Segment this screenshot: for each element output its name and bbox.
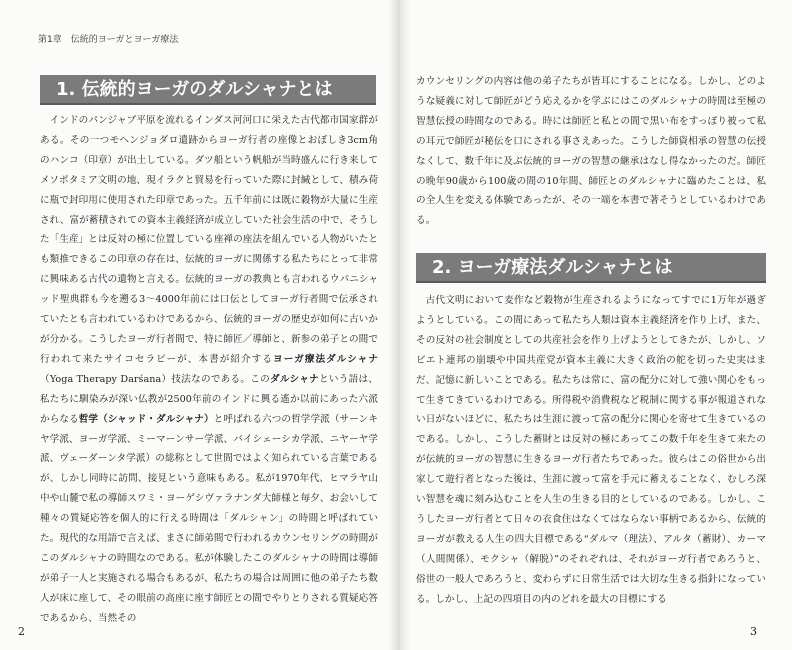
body-text-right [416,291,766,610]
page-number: 2 [18,625,25,638]
right-page [398,0,792,650]
text-run: インドのパンジャブ平原を流れるインダス河河口に栄えた古代都市国家群がある。その一つモヘンジョダロ遺跡からヨーガ行者の座像とおぼしき3cm角のハンコ（印章）が出土している。ダツ船という帆船が当時盛んに行き来してメソポタミア文明の地、現イラクと貿易を行っていた際に封緘として、積み荷に瓶で封印用に使用された印章であった。五千年前には既に穀物が大量に生産され、富が蓄積されての資本主義経済が成立していた社会生活の中で、そうした「生産」とは反対の極に位置している座禅の座法を組んでいる人物がいたとも類推できるこの印章の存在は、伝統的ヨーガに関係する私たちにとって非常に興味ある古代の遺物と言える。伝統的ヨーガの教典とも言われるウパニシャッド聖典群も今を遡る3～4000年前には口伝としてヨーガ行者間で伝承されていたとも言われているわけであるから、伝統的ヨーガの歴史が如何に古いかが分かる。こうしたヨーガ行者間で、特に師匠／導師と、新参の弟子との間で行われて来たサイコセラピーが、本書が紹介する [40,115,378,365]
paragraph: 古代文明において麦作など穀物が生産されるようになってすでに1万年が過ぎようとしている。この間にあって私たち人類は資本主義経済を作り上げ、また、その反対の社会制度としての共産社会を作り上げようとしてきたが、しかし、ソビエト連邦の崩壊や中国共産党が資本主義に大きく政治の舵を切った史実はまだ、記憶に新しいことである。私たちは常に、富の配分に対して強い関心をもって生きてきているわけである。所得税や消費税など税制に関する事が報道されない日がないほどに、私たちは生涯に渡って富の配分に関心を寄せて生きているのである。しかし、こうした蓄財とは反対の極にあってこの数千年を生きて来たのが伝統的ヨーガの智慧に生きるヨーガ行者たちであった。彼らはこの俗世から出家して遊行者となった後は、生涯に渡って富を手元に蓄えることなく、むしろ深い智慧を魂に刻み込むことを人生の生きる目的としているのである。しかし、こうしたヨーガ行者とて日々の衣食住はなくてはならない事柄であるから、伝統的ヨーガが教える人生の四大目標である“ダルマ（理法）、アルタ（蓄財）、カーマ（人間関係）、モクシャ（解脱）”のそれぞれは、それがヨーガ行者であろうと、俗世の一般人であろうと、変わらずに日常生活では大切な生きる指針になっている。しかし、上記の四項目の内のどれを最大の目標にする [416,295,766,605]
text-run: （Yoga Therapy Darśana）技法なのである。この [40,373,271,385]
body-text-left [40,111,378,629]
section-heading-1: 1. 伝統的ヨーガのダルシャナとは [40,75,376,105]
bold-term: ダルシャナ [270,373,319,385]
paragraph [40,111,378,629]
bold-term: 哲学（シャッド・ダルシャナ） [78,413,214,425]
running-header: 第1章 伝統的ヨーガとヨーガ療法 [38,35,179,45]
bold-term: ヨーガ療法ダルシャナ [273,353,378,365]
text-run: と呼ばれる六つの哲学学派（サーンキヤ学派、ヨーガ学派、ミーマーンサー学派、バイシェーシカ学派、ニヤーヤ学派、ヴェーダーンタ学派）の総称として世間ではよく知られている言葉であるが、しかし同時に訪問、接見という意味もある。私が1970年代、ヒマラヤ山中や山麓で私の導師スワミ・ヨーゲシヴァラナンダ大師様と毎夕、お会いして種々の質疑応答を個人的に行える時間は「ダルシャン」の時間と呼ばれていた。現代的な用語で言えば、まさに師弟間で行われるカウンセリングの時間がこのダルシャナの時間なのである。私が体験したこのダルシャナの時間は導師が弟子一人と実施される場合もあるが、私たちの場合は周囲に他の弟子たち数人が床に座して、その眼前の高座に座す師匠との間でやりとりされる質疑応答であるから、当然その [40,413,379,624]
section-heading-2: 2. ヨーガ療法ダルシャナとは [416,253,766,283]
paragraph: カウンセリングの内容は他の弟子たちが皆耳にすることになる。しかし、どのような疑義に対して師匠がどう応えるかを学ぶにはこのダルシャナの時間は至極の智慧伝授の時間なのである。時には師匠と私との間で黒い布をすっぽり被って私の耳元で師匠が秘伝を口にされる事さえあった。こうした師資相承の智慧の伝授なくして、数千年に及ぶ伝統的ヨーガの智慧の継承はなし得なかったのだ。師匠の晩年90歳から100歳の間の10年間、師匠とのダルシャナに臨めたことは、私の全人生を変える体験であったが、その一端を本書で著そうとしているわけである。 [416,76,766,227]
body-text-continuation [416,72,766,231]
page-number: 3 [750,625,757,638]
text-run: という語は、私たちに馴染みが深い仏教が2500年前のインドに興る遙か以前にあった六派からなる [40,373,378,425]
